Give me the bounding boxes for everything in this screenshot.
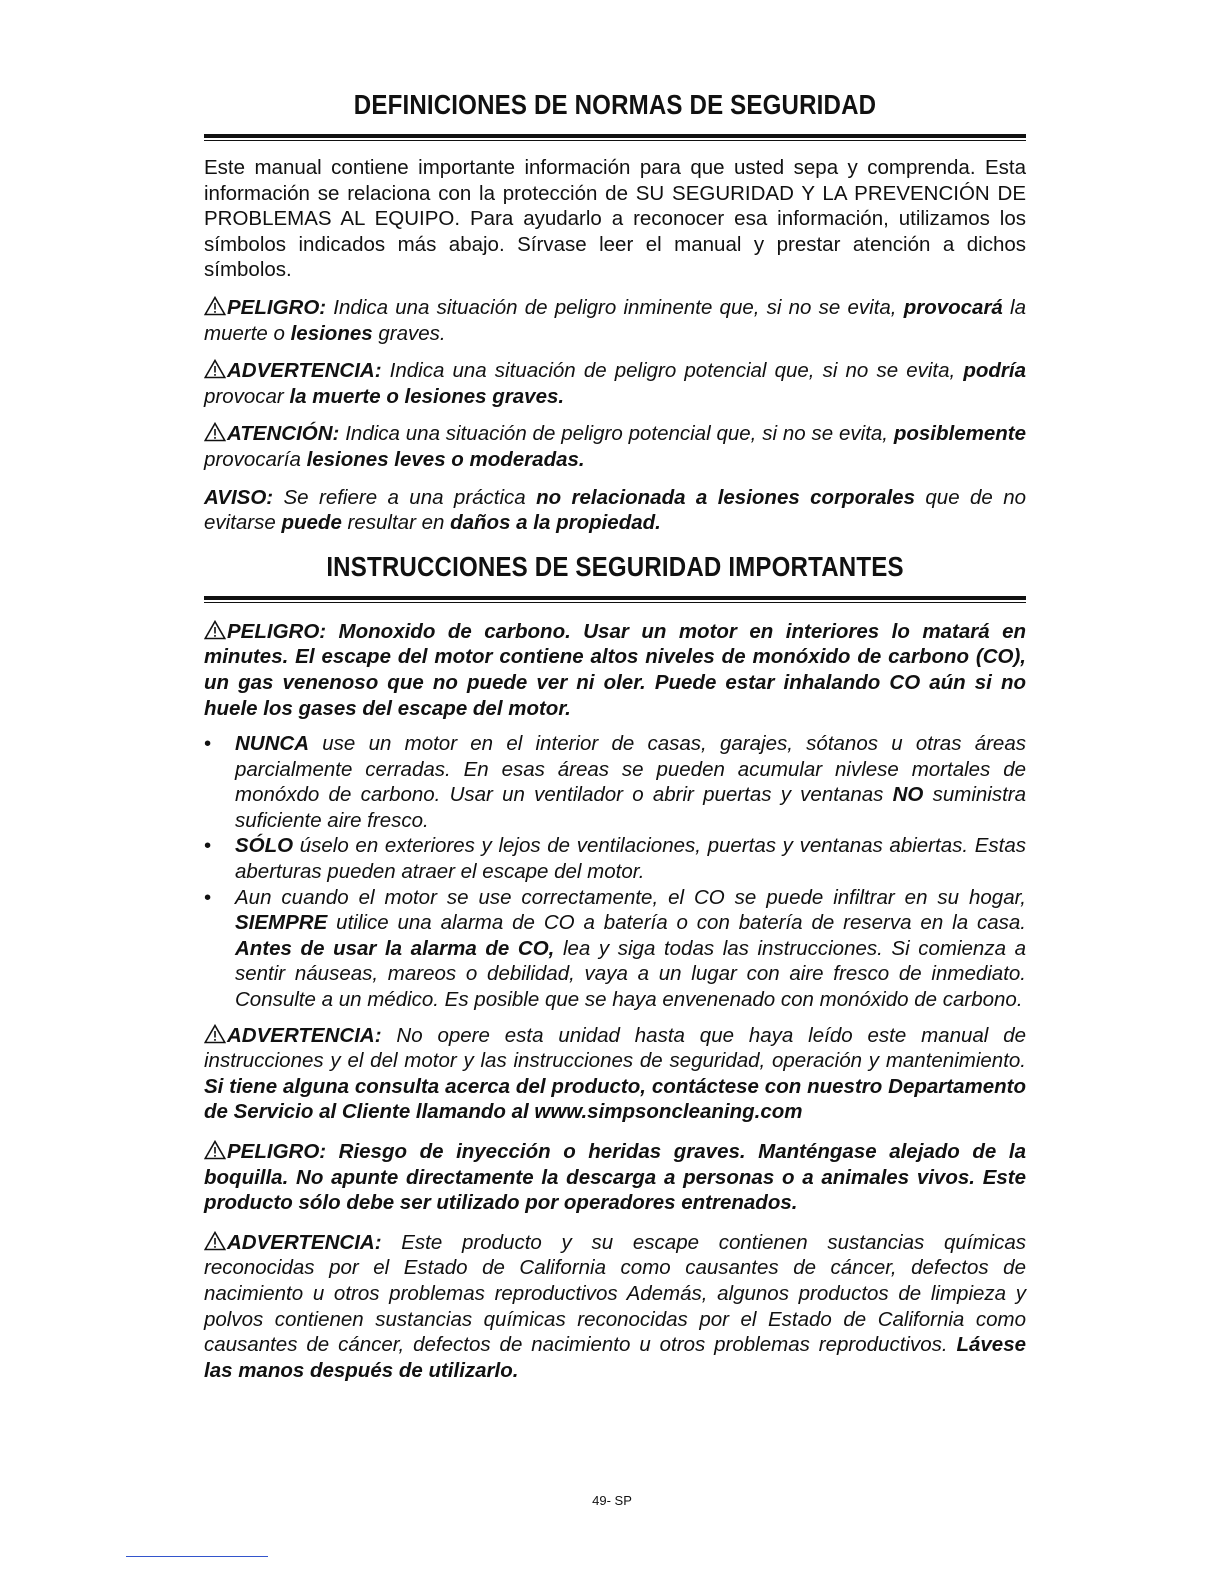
definition-text: la muerte o bbox=[204, 295, 1026, 345]
manual-page bbox=[204, 88, 1026, 1395]
warning-triangle-icon bbox=[204, 1024, 226, 1044]
definition-emphasis: la muerte o lesiones graves. bbox=[289, 384, 565, 408]
warning-text: PELIGRO: Riesgo de inyección o heridas graves. Manténgase alejado de la boquilla. No apunte directamente la descarga a personas o a animales vivos. Este producto sólo debe ser utilizado por operadores entrenados. bbox=[204, 1140, 1026, 1215]
bullet-text: use un motor en el interior de casas, garajes, sótanos u otras áreas parcialmente cerradas. En esas áreas se pueden acumular nivlese mortales de monóxdo de carbono. Usar un ventilador o abrir puertas y ventanas bbox=[235, 732, 1026, 807]
advertencia-label: ADVERTENCIA: bbox=[227, 1230, 382, 1254]
section-title-definiciones: DEFINICIONES DE NORMAS DE SEGURIDAD bbox=[353, 89, 877, 120]
warning-emphasis: Lávese las manos después de utilizarlo. bbox=[204, 1333, 1026, 1382]
definition-emphasis: no relacionada a lesiones corporales bbox=[536, 485, 915, 509]
title-rule bbox=[204, 596, 1026, 603]
warning-text: No opere esta unidad hasta que haya leído este manual de instrucciones y el del motor y las instrucciones de seguridad, operación y mantenimiento. bbox=[204, 1023, 1026, 1073]
definition-emphasis: provocará bbox=[903, 295, 1003, 319]
advertencia-label: ADVERTENCIA: bbox=[227, 1023, 382, 1047]
warning-triangle-icon bbox=[204, 359, 226, 379]
list-item bbox=[204, 731, 1026, 833]
bullet-text: Aun cuando el motor se use correctamente, el CO se puede infiltrar en su hogar, bbox=[235, 885, 1026, 909]
bullet-icon: • bbox=[204, 834, 212, 858]
warning-california bbox=[204, 1230, 1026, 1384]
warning-text: Este producto y su escape contienen sustancias químicas reconocidas por el Estado de California como causantes de cáncer, defectos de nacimiento u otros problemas reproductivos Además, algunos productos de limpieza y polvos contienen sustancias químicas reconocidas por el Estado de California como causantes de cáncer, defectos de nacimiento u otros problemas reproductivos. bbox=[204, 1230, 1026, 1357]
list-item bbox=[204, 885, 1026, 1013]
definition-peligro bbox=[204, 295, 1026, 346]
bullet-emphasis: NO bbox=[892, 783, 924, 807]
definition-aviso bbox=[204, 485, 1026, 536]
definition-text: Indica una situación de peligro inminente que, si no se evita, bbox=[326, 295, 904, 319]
warning-read-manual bbox=[204, 1023, 1026, 1125]
atencion-label: ATENCIÓN: bbox=[227, 422, 340, 446]
definition-text: provocaría bbox=[204, 447, 307, 471]
bullet-icon: • bbox=[204, 732, 212, 756]
aviso-label: AVISO: bbox=[204, 485, 274, 509]
scan-edge-line bbox=[126, 1556, 268, 1557]
page-number: 49- SP bbox=[592, 1493, 632, 1508]
definition-text: Indica una situación de peligro potencial que, si no se evita, bbox=[339, 422, 894, 446]
definition-emphasis: lesiones leves o moderadas. bbox=[306, 447, 585, 471]
warning-carbon-monoxide bbox=[204, 619, 1026, 721]
warning-triangle-icon bbox=[204, 1140, 226, 1160]
bullet-text: úselo en exteriores y lejos de ventilaciones, puertas y ventanas abiertas. Estas aberturas pueden atraer el escape del motor. bbox=[235, 834, 1026, 884]
definition-emphasis: posiblemente bbox=[893, 422, 1026, 446]
section-title-instrucciones: INSTRUCCIONES DE SEGURIDAD IMPORTANTES bbox=[326, 550, 904, 582]
definition-text: Se refiere a una práctica bbox=[273, 485, 537, 509]
definition-emphasis: daños a la propiedad. bbox=[450, 511, 661, 535]
bullet-emphasis: SIEMPRE bbox=[235, 911, 328, 935]
definition-text: resultar en bbox=[341, 511, 451, 535]
bullet-text: utilice una alarma de CO a batería o con batería de reserva en la casa. bbox=[327, 911, 1026, 935]
warning-triangle-icon bbox=[204, 1231, 226, 1251]
title-rule bbox=[204, 134, 1026, 141]
bullet-emphasis: Antes de usar la alarma de CO, bbox=[235, 936, 555, 960]
bullet-icon: • bbox=[204, 885, 212, 909]
bullet-text: suministra suficiente aire fresco. bbox=[235, 783, 1026, 832]
definition-emphasis: lesiones bbox=[290, 321, 373, 345]
warning-text: PELIGRO: Monoxido de carbono. Usar un motor en interiores lo matará en minutes. El escape del motor contiene altos niveles de monóxido de carbono (CO), un gas venenoso que no puede ver ni oler. Puede estar inhalando CO aún si no huele los gases del escape del motor. bbox=[204, 619, 1026, 720]
advertencia-label: ADVERTENCIA: bbox=[227, 359, 382, 383]
bullet-emphasis: SÓLO bbox=[235, 834, 294, 858]
definition-text: Indica una situación de peligro potencial que, si no se evita, bbox=[381, 359, 964, 383]
definition-emphasis: podría bbox=[963, 359, 1026, 383]
list-item bbox=[204, 833, 1026, 884]
bullet-emphasis: NUNCA bbox=[235, 732, 310, 756]
definition-text: que de no evitarse bbox=[204, 485, 1027, 535]
warning-emphasis: Si tiene alguna consulta acerca del producto, contáctese con nuestro Departamento de Servicio al Cliente llamando al www.simpsoncleaning.com bbox=[204, 1074, 1026, 1124]
definition-text: provocar bbox=[204, 384, 290, 408]
definition-text: graves. bbox=[372, 321, 446, 345]
co-bullet-list bbox=[204, 731, 1026, 1013]
intro-paragraph: Este manual contiene importante información para que usted sepa y comprenda. Esta información se relaciona con la protección de SU SEGURIDAD Y LA PREVENCIÓN DE PROBLEMAS AL EQUIPO. Para ayudarlo a reconocer esa información, utilizamos los símbolos indicados más abajo. Sírvase leer el manual y prestar atención a dichos símbolos. bbox=[204, 156, 1026, 282]
warning-triangle-icon bbox=[204, 620, 226, 640]
bullet-text: lea y siga todas las instrucciones. Si comienza a sentir náuseas, mareos o debilidad, vaya a un lugar con aire fresco de inmediato. Consulte a un médico. Es posible que se haya envenenado con monóxido de carbono. bbox=[235, 936, 1026, 1012]
definition-emphasis: puede bbox=[281, 511, 342, 535]
warning-triangle-icon bbox=[204, 296, 226, 316]
warning-triangle-icon bbox=[204, 422, 226, 442]
definition-advertencia bbox=[204, 358, 1026, 409]
warning-injection bbox=[204, 1139, 1026, 1216]
peligro-label: PELIGRO: bbox=[227, 295, 327, 319]
definition-atencion bbox=[204, 421, 1026, 472]
